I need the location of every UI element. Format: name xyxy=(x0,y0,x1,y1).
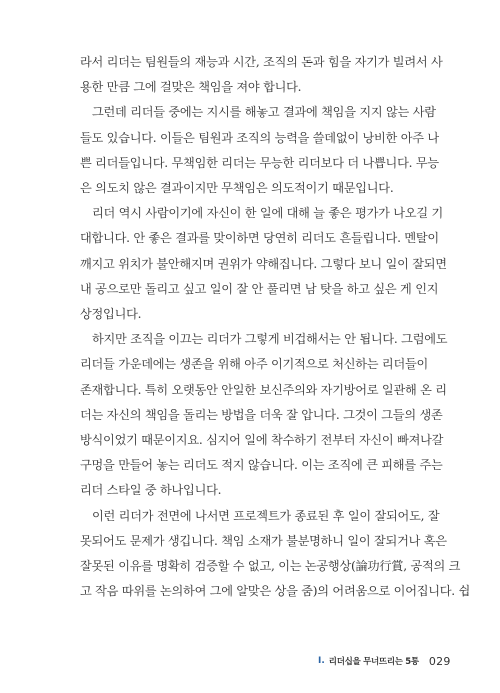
text-line: 깨지고 위치가 불안해지며 권위가 약해집니다. 그렇다 보니 일이 잘되면 xyxy=(80,256,447,271)
paragraph xyxy=(80,50,443,100)
chapter-title: 리더십을 무너뜨리는 5통 xyxy=(328,657,419,667)
text-line: 더는 자신의 책임을 돌리는 방법을 더욱 잘 압니다. 그것이 그들의 생존 xyxy=(80,407,443,422)
text-line: 쁜 리더들입니다. 무책임한 리더는 무능한 리더보다 더 나쁩니다. 무능 xyxy=(80,155,439,170)
text-line: 리더 역시 사람이기에 자신이 한 일에 대해 늘 좋은 평가가 나오길 기 xyxy=(92,206,443,221)
text-line: 라서 리더는 팀원들의 재능과 시간, 조직의 돈과 힘을 자기가 빌려서 사 xyxy=(80,55,443,69)
page-number: 029 xyxy=(428,654,451,668)
text-line: 리더들 가운데에는 생존을 위해 아주 이기적으로 처신하는 리더들이 xyxy=(80,357,429,372)
page-footer xyxy=(318,654,468,668)
text-line: 은 의도치 않은 결과이지만 무책임은 의도적이기 때문입니다. xyxy=(80,181,394,196)
paragraph xyxy=(80,201,447,327)
text-line: 상정입니다. xyxy=(80,307,142,322)
text-line: 방식이었기 때문이지요. 심지어 일에 착수하기 전부터 자신이 빠져나갈 xyxy=(80,433,444,448)
text-line: 잘못된 이유를 명확히 검증할 수 없고, 이는 논공행상(論功行賞, 공적의 크 xyxy=(80,559,461,574)
text-line: 못되어도 문제가 생깁니다. 책임 소재가 불분명하니 일이 잘되거나 혹은 xyxy=(80,533,447,548)
text-line: 이런 리더가 전면에 나서면 프로젝트가 종료된 후 일이 잘되어도, 잘 xyxy=(92,508,440,523)
text-line: 고 작음 따위를 논의하여 그에 알맞은 상을 줌)의 어려움으로 이어집니다. 쉽 xyxy=(80,584,471,599)
paragraph xyxy=(80,100,439,201)
text-line: 하지만 조직을 이끄는 리더가 그렇게 비겁해서는 안 됩니다. 그럼에도 xyxy=(92,332,448,347)
text-line: 그런데 리더들 중에는 지시를 해놓고 결과에 책임을 지지 않는 사람 xyxy=(92,105,436,120)
body-text xyxy=(80,50,471,604)
paragraph xyxy=(80,504,471,605)
text-line: 존재합니다. 특히 오랫동안 안일한 보신주의와 자기방어로 일관해 온 리 xyxy=(80,382,447,397)
text-line: 들도 있습니다. 이들은 팀원과 조직의 능력을 쓸데없이 낭비한 아주 나 xyxy=(80,130,439,145)
text-line: 구멍을 만들어 놓는 리더도 적지 않습니다. 이는 조직에 큰 피해를 주는 xyxy=(80,458,443,473)
paragraph xyxy=(80,327,448,503)
text-line: 대합니다. 안 좋은 결과를 맞이하면 당연히 리더도 흔들립니다. 멘탈이 xyxy=(80,231,439,246)
text-line: 리더 스타일 중 하나입니다. xyxy=(80,483,222,498)
chapter-marker: I. xyxy=(318,656,325,666)
text-line: 용한 만큼 그에 걸맞은 책임을 져야 합니다. xyxy=(80,80,302,95)
text-line: 내 공으로만 돌리고 싶고 일이 잘 안 풀리면 남 탓을 하고 싶은 게 인지 xyxy=(80,281,439,296)
